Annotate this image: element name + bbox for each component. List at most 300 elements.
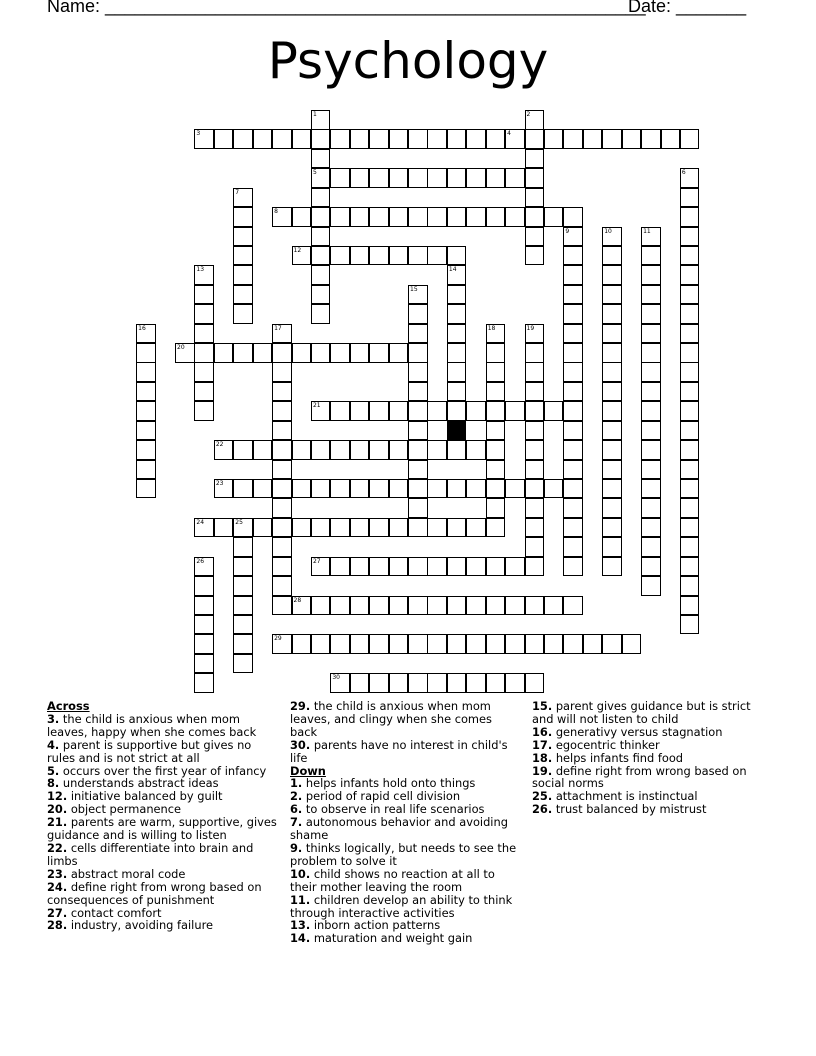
grid-cell[interactable]	[525, 634, 545, 654]
grid-cell[interactable]	[292, 518, 312, 538]
grid-cell[interactable]	[563, 285, 583, 305]
grid-cell[interactable]	[525, 207, 545, 227]
grid-cell[interactable]	[330, 343, 350, 363]
grid-cell[interactable]	[680, 460, 700, 480]
grid-cell[interactable]	[311, 401, 331, 421]
grid-cell[interactable]	[330, 634, 350, 654]
grid-cell[interactable]	[447, 557, 467, 577]
grid-cell[interactable]	[486, 518, 506, 538]
grid-cell[interactable]	[602, 304, 622, 324]
grid-cell[interactable]	[602, 324, 622, 344]
grid-cell[interactable]	[350, 401, 370, 421]
grid-cell[interactable]	[641, 265, 661, 285]
grid-cell[interactable]	[389, 343, 409, 363]
grid-cell[interactable]	[272, 518, 292, 538]
grid-cell[interactable]	[136, 440, 156, 460]
grid-cell[interactable]	[563, 479, 583, 499]
grid-cell[interactable]	[680, 343, 700, 363]
grid-cell[interactable]	[389, 207, 409, 227]
grid-cell[interactable]	[408, 498, 428, 518]
grid-cell[interactable]	[680, 362, 700, 382]
grid-cell[interactable]	[311, 285, 331, 305]
grid-cell[interactable]	[680, 440, 700, 460]
grid-cell[interactable]	[272, 207, 292, 227]
grid-cell[interactable]	[233, 440, 253, 460]
grid-cell[interactable]	[272, 576, 292, 596]
grid-cell[interactable]	[505, 596, 525, 616]
grid-cell[interactable]	[233, 479, 253, 499]
grid-cell[interactable]	[272, 401, 292, 421]
grid-cell[interactable]	[194, 518, 214, 538]
grid-cell[interactable]	[602, 460, 622, 480]
grid-cell[interactable]	[641, 557, 661, 577]
grid-cell[interactable]	[641, 227, 661, 247]
grid-cell[interactable]	[272, 596, 292, 616]
grid-cell[interactable]	[486, 324, 506, 344]
grid-cell[interactable]	[641, 401, 661, 421]
grid-cell[interactable]	[427, 596, 447, 616]
grid-cell[interactable]	[233, 227, 253, 247]
grid-cell[interactable]	[563, 498, 583, 518]
grid-cell[interactable]	[233, 129, 253, 149]
grid-cell[interactable]	[408, 518, 428, 538]
grid-cell[interactable]	[350, 634, 370, 654]
grid-cell[interactable]	[369, 343, 389, 363]
grid-cell[interactable]	[544, 634, 564, 654]
grid-cell[interactable]	[563, 227, 583, 247]
grid-cell[interactable]	[350, 479, 370, 499]
grid-cell[interactable]	[350, 343, 370, 363]
grid-cell[interactable]	[408, 362, 428, 382]
grid-cell[interactable]	[563, 129, 583, 149]
grid-cell[interactable]	[311, 518, 331, 538]
grid-cell[interactable]	[525, 110, 545, 130]
grid-cell[interactable]	[505, 129, 525, 149]
grid-cell[interactable]	[505, 479, 525, 499]
grid-cell[interactable]	[447, 479, 467, 499]
grid-cell[interactable]	[389, 401, 409, 421]
grid-cell[interactable]	[253, 129, 273, 149]
grid-cell[interactable]	[486, 498, 506, 518]
grid-cell[interactable]	[214, 479, 234, 499]
grid-cell[interactable]	[272, 362, 292, 382]
grid-cell[interactable]	[447, 673, 467, 693]
grid-cell[interactable]	[311, 207, 331, 227]
grid-cell[interactable]	[136, 362, 156, 382]
grid-cell[interactable]	[602, 479, 622, 499]
grid-cell[interactable]	[292, 207, 312, 227]
grid-cell[interactable]	[466, 518, 486, 538]
grid-cell[interactable]	[330, 596, 350, 616]
grid-cell[interactable]	[602, 498, 622, 518]
grid-cell[interactable]	[136, 421, 156, 441]
grid-cell[interactable]	[330, 518, 350, 538]
grid-cell[interactable]	[292, 634, 312, 654]
grid-cell[interactable]	[350, 207, 370, 227]
grid-cell[interactable]	[505, 557, 525, 577]
grid-cell[interactable]	[272, 324, 292, 344]
grid-cell[interactable]	[292, 596, 312, 616]
grid-cell[interactable]	[408, 285, 428, 305]
grid-cell[interactable]	[389, 673, 409, 693]
grid-cell[interactable]	[233, 537, 253, 557]
grid-cell[interactable]	[136, 382, 156, 402]
grid-cell[interactable]	[350, 168, 370, 188]
grid-cell[interactable]	[602, 129, 622, 149]
grid-cell[interactable]	[311, 149, 331, 169]
grid-cell[interactable]	[680, 382, 700, 402]
grid-cell[interactable]	[214, 343, 234, 363]
grid-cell[interactable]	[563, 421, 583, 441]
grid-cell[interactable]	[427, 634, 447, 654]
grid-cell[interactable]	[525, 324, 545, 344]
grid-cell[interactable]	[486, 460, 506, 480]
grid-cell[interactable]	[583, 129, 603, 149]
grid-cell[interactable]	[408, 343, 428, 363]
grid-cell[interactable]	[194, 596, 214, 616]
grid-cell[interactable]	[408, 207, 428, 227]
grid-cell[interactable]	[389, 246, 409, 266]
grid-cell[interactable]	[544, 207, 564, 227]
grid-cell[interactable]	[563, 557, 583, 577]
grid-cell[interactable]	[427, 440, 447, 460]
grid-cell[interactable]	[214, 518, 234, 538]
grid-cell[interactable]	[136, 324, 156, 344]
grid-cell[interactable]	[544, 129, 564, 149]
grid-cell[interactable]	[408, 168, 428, 188]
grid-cell[interactable]	[194, 265, 214, 285]
grid-cell[interactable]	[525, 596, 545, 616]
grid-cell[interactable]	[525, 440, 545, 460]
grid-cell[interactable]	[602, 634, 622, 654]
grid-cell[interactable]	[602, 285, 622, 305]
grid-cell[interactable]	[311, 110, 331, 130]
grid-cell[interactable]	[486, 129, 506, 149]
grid-cell[interactable]	[408, 673, 428, 693]
grid-cell[interactable]	[408, 479, 428, 499]
grid-cell[interactable]	[525, 479, 545, 499]
grid-cell[interactable]	[350, 596, 370, 616]
grid-cell[interactable]	[447, 518, 467, 538]
grid-cell[interactable]	[233, 518, 253, 538]
grid-cell[interactable]	[194, 557, 214, 577]
grid-cell[interactable]	[563, 362, 583, 382]
grid-cell[interactable]	[194, 343, 214, 363]
grid-cell[interactable]	[214, 440, 234, 460]
grid-cell[interactable]	[525, 401, 545, 421]
grid-cell[interactable]	[486, 440, 506, 460]
grid-cell[interactable]	[641, 382, 661, 402]
grid-cell[interactable]	[350, 440, 370, 460]
grid-cell[interactable]	[447, 634, 467, 654]
grid-cell[interactable]	[641, 537, 661, 557]
grid-cell[interactable]	[641, 479, 661, 499]
grid-cell[interactable]	[466, 673, 486, 693]
grid-cell[interactable]	[408, 421, 428, 441]
grid-cell[interactable]	[408, 324, 428, 344]
grid-cell[interactable]	[563, 343, 583, 363]
grid-cell[interactable]	[466, 207, 486, 227]
grid-cell[interactable]	[563, 596, 583, 616]
grid-cell[interactable]	[641, 440, 661, 460]
grid-cell[interactable]	[330, 401, 350, 421]
grid-cell[interactable]	[233, 654, 253, 674]
grid-cell[interactable]	[272, 537, 292, 557]
grid-cell[interactable]	[680, 129, 700, 149]
grid-cell[interactable]	[525, 460, 545, 480]
grid-cell[interactable]	[505, 634, 525, 654]
grid-cell[interactable]	[525, 498, 545, 518]
grid-cell[interactable]	[563, 440, 583, 460]
grid-cell[interactable]	[525, 421, 545, 441]
grid-cell[interactable]	[525, 518, 545, 538]
grid-cell[interactable]	[641, 421, 661, 441]
grid-cell[interactable]	[408, 129, 428, 149]
grid-cell[interactable]	[194, 576, 214, 596]
grid-cell[interactable]	[233, 576, 253, 596]
grid-cell[interactable]	[253, 479, 273, 499]
grid-cell[interactable]	[641, 460, 661, 480]
grid-cell[interactable]	[466, 168, 486, 188]
grid-cell[interactable]	[680, 227, 700, 247]
grid-cell[interactable]	[272, 634, 292, 654]
grid-cell[interactable]	[544, 401, 564, 421]
grid-cell[interactable]	[311, 596, 331, 616]
grid-cell[interactable]	[369, 557, 389, 577]
grid-cell[interactable]	[427, 129, 447, 149]
grid-cell[interactable]	[408, 401, 428, 421]
grid-cell[interactable]	[525, 168, 545, 188]
grid-cell[interactable]	[408, 557, 428, 577]
grid-cell[interactable]	[680, 576, 700, 596]
grid-cell[interactable]	[408, 246, 428, 266]
grid-cell[interactable]	[544, 596, 564, 616]
grid-cell[interactable]	[563, 324, 583, 344]
grid-cell[interactable]	[233, 343, 253, 363]
grid-cell[interactable]	[486, 207, 506, 227]
grid-cell[interactable]	[447, 207, 467, 227]
grid-cell[interactable]	[350, 518, 370, 538]
grid-cell[interactable]	[602, 382, 622, 402]
grid-cell[interactable]	[680, 537, 700, 557]
grid-cell[interactable]	[194, 615, 214, 635]
grid-cell[interactable]	[272, 421, 292, 441]
grid-cell[interactable]	[525, 188, 545, 208]
grid-cell[interactable]	[369, 634, 389, 654]
grid-cell[interactable]	[272, 498, 292, 518]
grid-cell[interactable]	[311, 246, 331, 266]
grid-cell[interactable]	[389, 479, 409, 499]
grid-cell[interactable]	[369, 479, 389, 499]
grid-cell[interactable]	[486, 557, 506, 577]
grid-cell[interactable]	[369, 207, 389, 227]
grid-cell[interactable]	[680, 188, 700, 208]
grid-cell[interactable]	[602, 557, 622, 577]
grid-cell[interactable]	[272, 382, 292, 402]
grid-cell[interactable]	[466, 557, 486, 577]
grid-cell[interactable]	[486, 382, 506, 402]
grid-cell[interactable]	[233, 265, 253, 285]
grid-cell[interactable]	[194, 304, 214, 324]
grid-cell[interactable]	[447, 129, 467, 149]
grid-cell[interactable]	[427, 479, 447, 499]
grid-cell[interactable]	[525, 382, 545, 402]
grid-cell[interactable]	[602, 518, 622, 538]
grid-cell[interactable]	[583, 634, 603, 654]
grid-cell[interactable]	[447, 343, 467, 363]
grid-cell[interactable]	[486, 168, 506, 188]
grid-cell[interactable]	[292, 440, 312, 460]
grid-cell[interactable]	[427, 557, 447, 577]
grid-cell[interactable]	[680, 401, 700, 421]
grid-cell[interactable]	[563, 304, 583, 324]
grid-cell[interactable]	[680, 421, 700, 441]
grid-cell[interactable]	[486, 401, 506, 421]
grid-cell[interactable]	[525, 246, 545, 266]
grid-cell[interactable]	[447, 285, 467, 305]
grid-cell[interactable]	[466, 129, 486, 149]
grid-cell[interactable]	[680, 615, 700, 635]
grid-cell[interactable]	[447, 382, 467, 402]
grid-cell[interactable]	[408, 304, 428, 324]
grid-cell[interactable]	[505, 401, 525, 421]
grid-cell[interactable]	[427, 673, 447, 693]
grid-cell[interactable]	[194, 129, 214, 149]
grid-cell[interactable]	[330, 479, 350, 499]
grid-cell[interactable]	[389, 129, 409, 149]
grid-cell[interactable]	[680, 168, 700, 188]
grid-cell[interactable]	[350, 673, 370, 693]
grid-cell[interactable]	[330, 673, 350, 693]
grid-cell[interactable]	[447, 362, 467, 382]
grid-cell[interactable]	[486, 421, 506, 441]
grid-cell[interactable]	[369, 673, 389, 693]
grid-cell[interactable]	[292, 343, 312, 363]
grid-cell[interactable]	[486, 479, 506, 499]
grid-cell[interactable]	[253, 343, 273, 363]
grid-cell[interactable]	[641, 324, 661, 344]
grid-cell[interactable]	[486, 673, 506, 693]
grid-cell[interactable]	[194, 634, 214, 654]
grid-cell[interactable]	[292, 129, 312, 149]
grid-cell[interactable]	[466, 440, 486, 460]
grid-cell[interactable]	[233, 207, 253, 227]
grid-cell[interactable]	[311, 265, 331, 285]
grid-cell[interactable]	[602, 246, 622, 266]
grid-cell[interactable]	[680, 518, 700, 538]
grid-cell[interactable]	[525, 343, 545, 363]
grid-cell[interactable]	[330, 168, 350, 188]
grid-cell[interactable]	[641, 304, 661, 324]
grid-cell[interactable]	[272, 440, 292, 460]
grid-cell[interactable]	[680, 479, 700, 499]
grid-cell[interactable]	[311, 129, 331, 149]
grid-cell[interactable]	[641, 246, 661, 266]
grid-cell[interactable]	[563, 265, 583, 285]
grid-cell[interactable]	[602, 265, 622, 285]
grid-cell[interactable]	[680, 304, 700, 324]
grid-cell[interactable]	[525, 362, 545, 382]
grid-cell[interactable]	[505, 673, 525, 693]
grid-cell[interactable]	[311, 188, 331, 208]
grid-cell[interactable]	[389, 557, 409, 577]
grid-cell[interactable]	[272, 129, 292, 149]
grid-cell[interactable]	[330, 129, 350, 149]
grid-cell[interactable]	[350, 557, 370, 577]
grid-cell[interactable]	[622, 129, 642, 149]
grid-cell[interactable]	[253, 518, 273, 538]
grid-cell[interactable]	[447, 324, 467, 344]
grid-cell[interactable]	[466, 596, 486, 616]
grid-cell[interactable]	[641, 498, 661, 518]
grid-cell[interactable]	[427, 518, 447, 538]
grid-cell[interactable]	[641, 362, 661, 382]
grid-cell[interactable]	[389, 518, 409, 538]
grid-cell[interactable]	[389, 440, 409, 460]
grid-cell[interactable]	[427, 401, 447, 421]
grid-cell[interactable]	[447, 304, 467, 324]
grid-cell[interactable]	[233, 188, 253, 208]
grid-cell[interactable]	[136, 479, 156, 499]
grid-cell[interactable]	[311, 168, 331, 188]
grid-cell[interactable]	[505, 168, 525, 188]
grid-cell[interactable]	[563, 401, 583, 421]
grid-cell[interactable]	[408, 382, 428, 402]
grid-cell[interactable]	[680, 498, 700, 518]
grid-cell[interactable]	[389, 634, 409, 654]
grid-cell[interactable]	[447, 401, 467, 421]
grid-cell[interactable]	[311, 343, 331, 363]
grid-cell[interactable]	[447, 246, 467, 266]
grid-cell[interactable]	[486, 634, 506, 654]
grid-cell[interactable]	[311, 479, 331, 499]
grid-cell[interactable]	[486, 596, 506, 616]
grid-cell[interactable]	[194, 401, 214, 421]
grid-cell[interactable]	[486, 343, 506, 363]
grid-cell[interactable]	[233, 285, 253, 305]
grid-cell[interactable]	[194, 324, 214, 344]
grid-cell[interactable]	[602, 227, 622, 247]
grid-cell[interactable]	[602, 401, 622, 421]
grid-cell[interactable]	[350, 246, 370, 266]
grid-cell[interactable]	[272, 460, 292, 480]
grid-cell[interactable]	[563, 460, 583, 480]
grid-cell[interactable]	[233, 615, 253, 635]
grid-cell[interactable]	[447, 596, 467, 616]
grid-cell[interactable]	[563, 207, 583, 227]
grid-cell[interactable]	[525, 227, 545, 247]
grid-cell[interactable]	[350, 129, 370, 149]
grid-cell[interactable]	[680, 207, 700, 227]
grid-cell[interactable]	[253, 440, 273, 460]
grid-cell[interactable]	[369, 246, 389, 266]
grid-cell[interactable]	[272, 557, 292, 577]
grid-cell[interactable]	[272, 343, 292, 363]
grid-cell[interactable]	[505, 207, 525, 227]
grid-cell[interactable]	[563, 634, 583, 654]
grid-cell[interactable]	[622, 634, 642, 654]
grid-cell[interactable]	[427, 168, 447, 188]
grid-cell[interactable]	[563, 518, 583, 538]
grid-cell[interactable]	[641, 518, 661, 538]
grid-cell[interactable]	[369, 401, 389, 421]
grid-cell[interactable]	[680, 324, 700, 344]
grid-cell[interactable]	[311, 557, 331, 577]
grid-cell[interactable]	[136, 343, 156, 363]
grid-cell[interactable]	[602, 343, 622, 363]
grid-cell[interactable]	[369, 168, 389, 188]
grid-cell[interactable]	[194, 654, 214, 674]
